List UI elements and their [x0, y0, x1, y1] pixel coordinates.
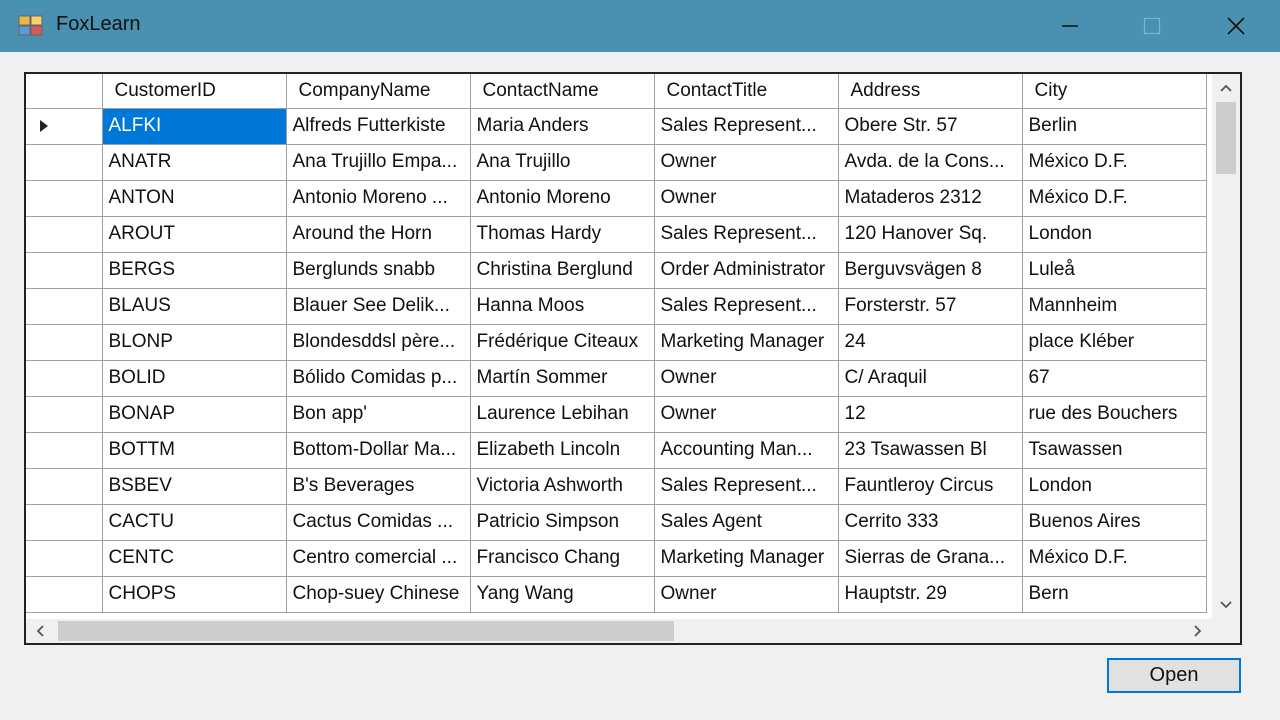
grid-cell[interactable]: Owner [654, 180, 838, 216]
row-header[interactable] [26, 432, 102, 468]
grid-cell[interactable]: Avda. de la Cons... [838, 144, 1022, 180]
grid-cell[interactable]: 12 [838, 396, 1022, 432]
table-row[interactable] [26, 252, 1206, 288]
grid-cell[interactable]: BLONP [102, 324, 286, 360]
scroll-down-icon [1219, 600, 1233, 610]
row-header[interactable] [26, 216, 102, 252]
window-title: FoxLearn [56, 13, 141, 35]
grid-cell[interactable]: ALFKI [102, 108, 286, 144]
row-header[interactable] [26, 360, 102, 396]
table-row[interactable] [26, 432, 1206, 468]
grid-cell[interactable]: Hanna Moos [470, 288, 654, 324]
grid-cell[interactable]: Blauer See Delik... [286, 288, 470, 324]
row-header[interactable] [26, 144, 102, 180]
row-header[interactable] [26, 324, 102, 360]
grid-cell[interactable]: Mataderos 2312 [838, 180, 1022, 216]
grid-cell[interactable]: Elizabeth Lincoln [470, 432, 654, 468]
grid-cell[interactable]: 67 [1022, 360, 1206, 396]
grid-cell[interactable]: Hauptstr. 29 [838, 576, 1022, 612]
table-row[interactable] [26, 180, 1206, 216]
grid-cell[interactable]: C/ Araquil [838, 360, 1022, 396]
horizontal-scrollbar[interactable] [26, 619, 1240, 643]
grid-cell[interactable]: 120 Hanover Sq. [838, 216, 1022, 252]
open-button[interactable]: Open [1107, 658, 1241, 693]
table-row[interactable] [26, 360, 1206, 396]
scroll-down-button[interactable] [1212, 591, 1240, 619]
grid-cell[interactable]: Centro comercial ... [286, 540, 470, 576]
grid-cell[interactable]: Alfreds Futterkiste [286, 108, 470, 144]
row-header-corner [26, 74, 102, 108]
grid-cell[interactable]: Sales Represent... [654, 468, 838, 504]
grid-cell[interactable]: BLAUS [102, 288, 286, 324]
maximize-icon [1142, 16, 1162, 36]
grid-cell[interactable]: Chop-suey Chinese [286, 576, 470, 612]
grid-cell[interactable]: Fauntleroy Circus [838, 468, 1022, 504]
grid-cell[interactable]: Bon app' [286, 396, 470, 432]
row-header[interactable] [26, 396, 102, 432]
grid-cell[interactable]: CACTU [102, 504, 286, 540]
table-row[interactable] [26, 216, 1206, 252]
grid-cell[interactable]: Patricio Simpson [470, 504, 654, 540]
grid-cell[interactable]: Order Administrator [654, 252, 838, 288]
grid-cell[interactable]: Buenos Aires [1022, 504, 1206, 540]
grid-cell[interactable]: México D.F. [1022, 144, 1206, 180]
maximize-button[interactable] [1110, 0, 1194, 52]
grid-cell[interactable]: México D.F. [1022, 180, 1206, 216]
grid-cell[interactable]: Sales Agent [654, 504, 838, 540]
grid-table [26, 74, 1207, 613]
grid-cell[interactable]: CHOPS [102, 576, 286, 612]
vertical-scrollbar[interactable] [1212, 74, 1240, 619]
table-row[interactable] [26, 504, 1206, 540]
grid-cell[interactable]: Owner [654, 144, 838, 180]
grid-cell[interactable]: Bern [1022, 576, 1206, 612]
row-header[interactable] [26, 540, 102, 576]
grid-cell[interactable]: 23 Tsawassen Bl [838, 432, 1022, 468]
scroll-right-icon [1193, 624, 1203, 638]
table-row[interactable] [26, 324, 1206, 360]
table-row[interactable] [26, 468, 1206, 504]
table-row[interactable] [26, 396, 1206, 432]
title-bar [0, 0, 1280, 52]
row-header[interactable] [26, 468, 102, 504]
column-header[interactable]: CustomerID [102, 74, 286, 108]
grid-cell[interactable]: ANATR [102, 144, 286, 180]
grid-cell[interactable]: Ana Trujillo Empa... [286, 144, 470, 180]
grid-cell[interactable]: ANTON [102, 180, 286, 216]
row-header[interactable] [26, 504, 102, 540]
grid-cell[interactable]: Luleå [1022, 252, 1206, 288]
grid-cell[interactable]: Forsterstr. 57 [838, 288, 1022, 324]
grid-cell[interactable]: Blondesddsl père... [286, 324, 470, 360]
grid-cell[interactable]: CENTC [102, 540, 286, 576]
grid-cell[interactable]: Marketing Manager [654, 540, 838, 576]
grid-cell[interactable]: AROUT [102, 216, 286, 252]
close-icon [1226, 16, 1246, 36]
grid-cell[interactable]: Berlin [1022, 108, 1206, 144]
grid-cell[interactable]: Victoria Ashworth [470, 468, 654, 504]
table-row[interactable] [26, 144, 1206, 180]
row-header[interactable] [26, 108, 102, 144]
vertical-scroll-thumb[interactable] [1216, 102, 1236, 174]
grid-cell[interactable]: Around the Horn [286, 216, 470, 252]
table-row[interactable] [26, 540, 1206, 576]
grid-cell[interactable]: Owner [654, 360, 838, 396]
grid-cell[interactable]: Bólido Comidas p... [286, 360, 470, 396]
grid-cell[interactable]: Sales Represent... [654, 288, 838, 324]
minimize-icon [1060, 16, 1080, 36]
grid-cell[interactable]: BSBEV [102, 468, 286, 504]
column-header[interactable]: CompanyName [286, 74, 470, 108]
grid-cell[interactable]: BOTTM [102, 432, 286, 468]
grid-cell[interactable]: Antonio Moreno [470, 180, 654, 216]
grid-cell[interactable]: London [1022, 216, 1206, 252]
row-header[interactable] [26, 252, 102, 288]
grid-cell[interactable]: Laurence Lebihan [470, 396, 654, 432]
scroll-left-button[interactable] [26, 619, 54, 643]
grid-cell[interactable]: Martín Sommer [470, 360, 654, 396]
grid-cell[interactable]: Thomas Hardy [470, 216, 654, 252]
grid-cell[interactable]: Berglunds snabb [286, 252, 470, 288]
grid-cell[interactable]: Cactus Comidas ... [286, 504, 470, 540]
grid-cell[interactable]: B's Beverages [286, 468, 470, 504]
grid-cell[interactable]: BONAP [102, 396, 286, 432]
grid-cell[interactable]: Yang Wang [470, 576, 654, 612]
scroll-up-button[interactable] [1212, 74, 1240, 102]
customers-grid[interactable] [24, 72, 1242, 645]
grid-cell[interactable]: Accounting Man... [654, 432, 838, 468]
app-icon [18, 14, 44, 38]
grid-cell[interactable]: Antonio Moreno ... [286, 180, 470, 216]
table-row[interactable] [26, 576, 1206, 612]
horizontal-scroll-thumb[interactable] [58, 621, 674, 641]
grid-cell[interactable]: Cerrito 333 [838, 504, 1022, 540]
row-header[interactable] [26, 576, 102, 612]
grid-cell[interactable]: Obere Str. 57 [838, 108, 1022, 144]
column-header[interactable]: City [1022, 74, 1206, 108]
scroll-left-icon [35, 624, 45, 638]
row-header[interactable] [26, 180, 102, 216]
grid-cell[interactable]: rue des Bouchers [1022, 396, 1206, 432]
grid-cell[interactable]: Mannheim [1022, 288, 1206, 324]
row-pointer-icon [36, 116, 56, 136]
table-row[interactable] [26, 288, 1206, 324]
grid-cell[interactable]: BOLID [102, 360, 286, 396]
row-header[interactable] [26, 288, 102, 324]
grid-cell[interactable]: Ana Trujillo [470, 144, 654, 180]
column-header[interactable]: ContactTitle [654, 74, 838, 108]
grid-cell[interactable]: 24 [838, 324, 1022, 360]
grid-cell[interactable]: México D.F. [1022, 540, 1206, 576]
grid-cell[interactable]: Owner [654, 576, 838, 612]
grid-cell[interactable]: Tsawassen [1022, 432, 1206, 468]
grid-cell[interactable]: Sales Represent... [654, 108, 838, 144]
scrollbar-corner [1212, 619, 1240, 643]
grid-cell[interactable]: Bottom-Dollar Ma... [286, 432, 470, 468]
scroll-up-icon [1219, 83, 1233, 93]
grid-cell[interactable]: Frédérique Citeaux [470, 324, 654, 360]
grid-cell[interactable]: place Kléber [1022, 324, 1206, 360]
grid-cell[interactable]: London [1022, 468, 1206, 504]
grid-cell[interactable]: Christina Berglund [470, 252, 654, 288]
minimize-button[interactable] [1028, 0, 1112, 52]
column-header[interactable]: ContactName [470, 74, 654, 108]
scroll-right-button[interactable] [1184, 619, 1212, 643]
grid-cell[interactable]: Berguvsvägen 8 [838, 252, 1022, 288]
table-row[interactable] [26, 108, 1206, 144]
close-button[interactable] [1194, 0, 1278, 52]
header-row [26, 74, 1206, 108]
grid-cell[interactable]: Sales Represent... [654, 216, 838, 252]
column-header[interactable]: Address [838, 74, 1022, 108]
grid-cell[interactable]: BERGS [102, 252, 286, 288]
grid-cell[interactable]: Marketing Manager [654, 324, 838, 360]
grid-cell[interactable]: Francisco Chang [470, 540, 654, 576]
grid-cell[interactable]: Maria Anders [470, 108, 654, 144]
grid-cell[interactable]: Sierras de Grana... [838, 540, 1022, 576]
grid-cell[interactable]: Owner [654, 396, 838, 432]
